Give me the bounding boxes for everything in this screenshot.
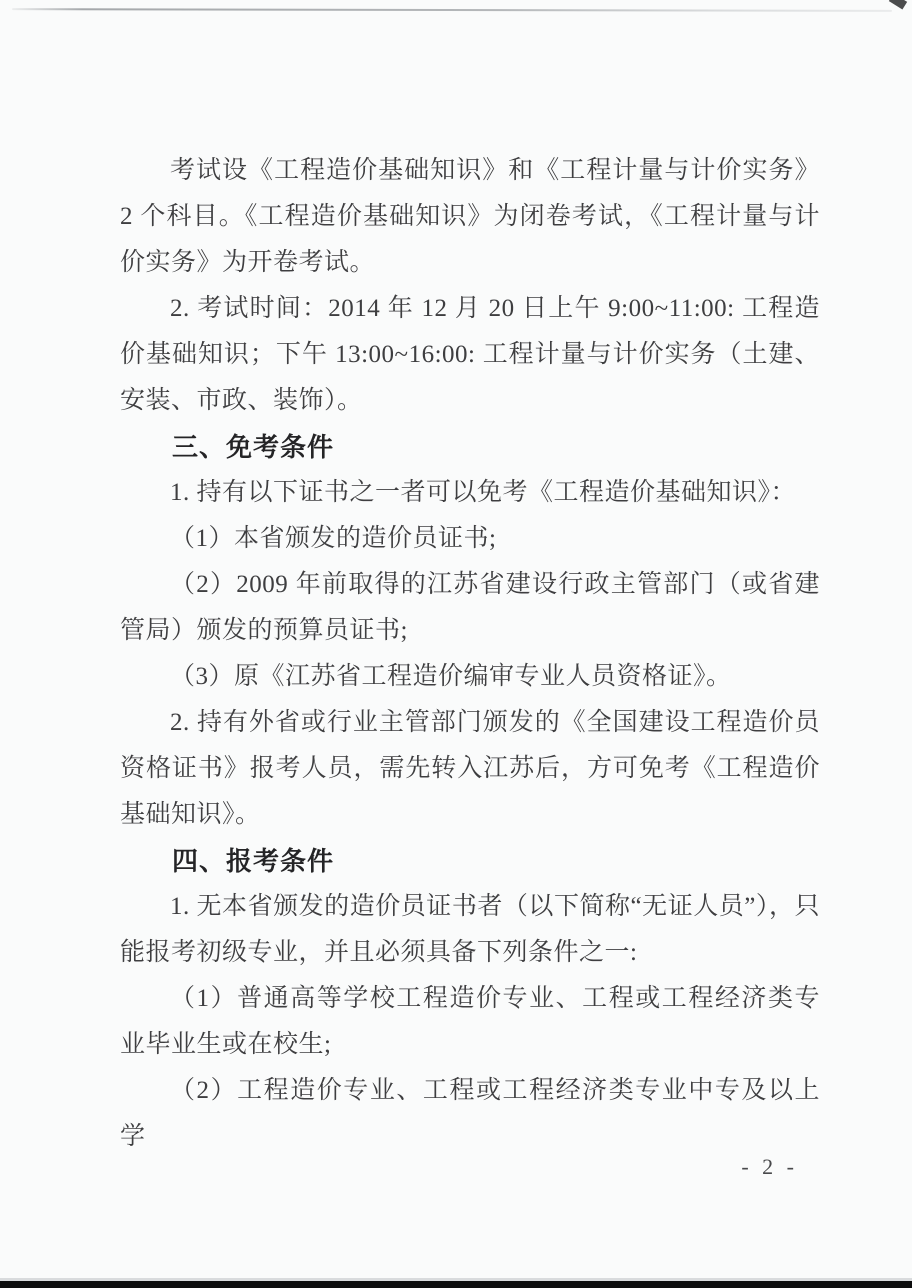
section-heading-exemption: 三、免考条件 xyxy=(172,432,335,462)
paragraph-exam-time: 2. 考试时间：2014 年 12 月 20 日上午 9:00~11:00: 工程造价基础知识；下午 13:00~16:00: 工程计量与计价实务（土建、安装、市政、装饰）。 xyxy=(120,295,820,414)
paragraph-exemption-item-1: （1）本省颁发的造价员证书; xyxy=(170,525,497,552)
section-heading-requirements: 四、报考条件 xyxy=(172,846,335,876)
document-text-block xyxy=(120,148,820,1160)
paragraph-requirement-item-2: （2）工程造价专业、工程或工程经济类专业中专及以上学 xyxy=(120,1077,820,1150)
page-number: - 2 - xyxy=(741,1154,798,1179)
scan-edge-bottom-bar xyxy=(0,1281,912,1288)
paragraph-exemption-item-2: （2）2009 年前取得的江苏省建设行政主管部门（或省建管局）颁发的预算员证书; xyxy=(120,571,820,644)
scan-edge-top-line xyxy=(12,8,892,12)
paragraph-exemption-transfer: 2. 持有外省或行业主管部门颁发的《全国建设工程造价员资格证书》报考人员，需先转入江苏后，方可免考《工程造价基础知识》。 xyxy=(120,709,820,828)
paragraph-exam-subjects: 考试设《工程造价基础知识》和《工程计量与计价实务》2 个科目。《工程造价基础知识》为闭卷考试，《工程计量与计价实务》为开卷考试。 xyxy=(120,157,820,276)
paragraph-requirements-intro: 1. 无本省颁发的造价员证书者（以下简称“无证人员”），只能报考初级专业，并且必须具备下列条件之一: xyxy=(120,893,820,966)
paragraph-exemption-intro: 1. 持有以下证书之一者可以免考《工程造价基础知识》： xyxy=(170,479,797,506)
scan-corner-mark-icon xyxy=(889,0,907,10)
paragraph-exemption-item-3: （3）原《江苏省工程造价编审专业人员资格证》。 xyxy=(170,663,732,690)
paragraph-requirement-item-1: （1）普通高等学校工程造价专业、工程或工程经济类专业毕业生或在校生; xyxy=(120,985,820,1058)
